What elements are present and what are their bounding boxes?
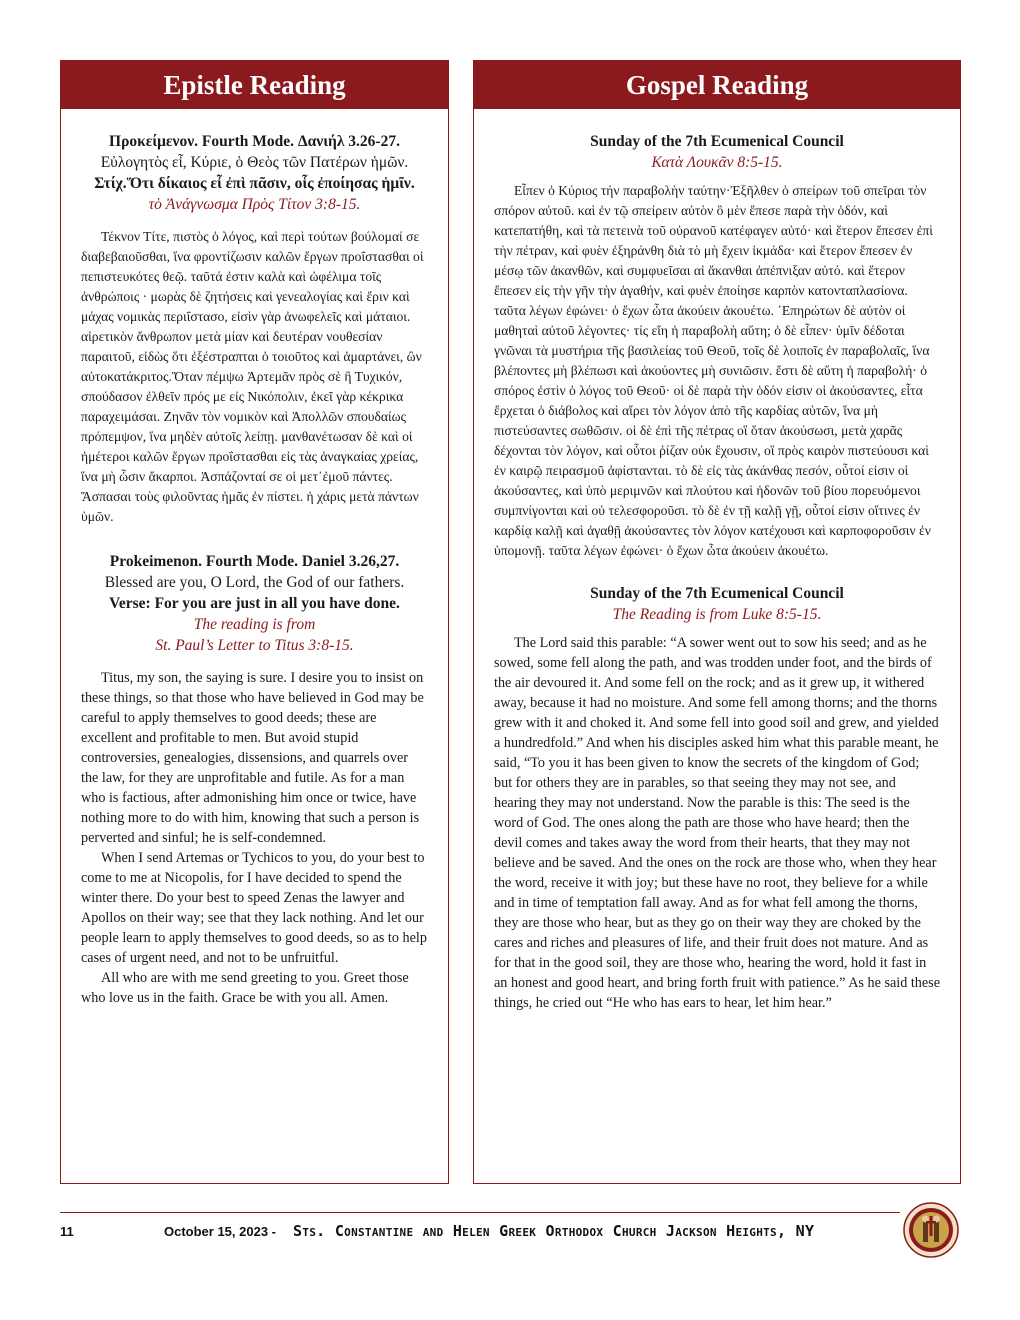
en-gospel-ref: The Reading is from Luke 8:5-15.: [612, 606, 822, 623]
en-prokeimenon: Prokeimenon. Fourth Mode. Daniel 3.26,27.: [109, 553, 400, 570]
page-number: 11: [60, 1224, 74, 1239]
epistle-english-p3: All who are with me send greeting to you. Greet those who love us in the faith. Grace be with you all. Amen.: [81, 970, 409, 1006]
epistle-english-p1: Titus, my son, the saying is sure. I desire you to insist on these things, so that those who have believed in God may be careful to apply themselves to good deeds; these are excellent and profitable to men. But avoid stupid controversies, genealogies, dissensions, and quarrels over the law, for they are unprofitable and futile. As for a man who is factious, after admonishing him once or twice, have nothing more to do with him, knowing that such a person is perverted and sinful; he is self-condemned.: [81, 670, 424, 846]
footer-church-name: Sts. Constantine and Helen Greek Orthodox Church Jackson Heights, NY: [293, 1222, 815, 1240]
gr-prokeimenon: Προκείμενον. Fourth Mode. Δανιήλ 3.26-27.: [109, 133, 400, 150]
gr-gospel-ref: Κατὰ Λουκᾶν 8:5-15.: [651, 154, 783, 171]
epistle-greek-header: [81, 131, 428, 215]
en-reading-ref-2: St. Paul’s Letter to Titus 3:8-15.: [155, 637, 354, 654]
gr-verse: Στίχ.Ὅτι δίκαιος εἶ ἐπὶ πᾶσιν, οἷς ἐποίησας ἡμῖν.: [94, 175, 415, 192]
footer-divider: [60, 1212, 900, 1213]
church-seal-icon: [903, 1202, 959, 1258]
gospel-greek-text: Εἶπεν ὁ Κύριος τήν παραβολὴν ταύτην·Ἐξῆλθεν ὁ σπείρων τοῦ σπεῖραι τὸν σπόρον αὐτοῦ. καὶ ἐν τῷ σπείρειν αὐτὸν ὃ μὲν ἔπεσε παρὰ τὴν ὁδόν, καὶ κατεπατήθη, καὶ τὰ πετεινὰ τοῦ οὐρανοῦ κατέφαγεν αὐτό· καὶ ἕτερον ἔπεσεν ἐπὶ τὴν πέτραν, καὶ φυὲν ἐξηράνθη διὰ τὸ μὴ ἔχειν ἰκμάδα· καὶ ἕτερον ἔπεσεν ἐν μέσῳ τῶν ἀκανθῶν, καὶ συμφυεῖσαι αἱ ἄκανθαι ἀπέπνιξαν αὐτό. καὶ ἕτερον ἔπεσεν εἰς τὴν γῆν τὴν ἀγαθήν, καὶ φυὲν ἐποίησε καρπὸν κατονταπλασίονα. ταῦτα λέγων ἐφώνει· ὁ ἔχων ὦτα ἀκούειν ἀκουέτω. ᾽Επηρώτων δὲ αὐτὸν οἱ μαθηταὶ αὐτοῦ λέγοντες· τίς εἴη ἡ παραβολὴ αὕτη; ὁ δὲ εἶπεν· ὑμῖν δέδοται γνῶναι τὰ μυστήρια τῆς βασιλείας τοῦ Θεοῦ, τοῖς δὲ λοιποῖς ἐν παραβολαῖς, ἵνα βλέποντες μὴ βλέπωσι καὶ ἀκούοντες μὴ συνιῶσιν. ἔστι δὲ αὕτη ἡ παραβολή· ὁ σπόρος ἐστὶν ὁ λόγος τοῦ Θεοῦ· οἱ δὲ παρὰ τὴν ὁδόν εἰσιν οἱ ἀκούσαντες, εἶτα ἔρχεται ὁ διάβολος καὶ αἴρει τὸν λόγον ἀπὸ τῆς καρδίας αὐτῶν, ἵνα μὴ πιστεύσαντες σωθῶσιν. οἱ δὲ ἐπὶ τῆς πέτρας οἳ ὅταν ἀκούσωσι, μετὰ χαρᾶς δέχονται τὸν λόγον, καὶ οὗτοι ῥίζαν οὐκ ἔχουσιν, οἳ πρὸς καιρὸν πιστεύουσι καὶ ἐν καιρῷ πειρασμοῦ ἀφίστανται. τὸ δὲ εἰς τὰς ἀκάνθας πεσόν, οὗτοί εἰσιν οἱ ἀκούσαντες, καὶ ὑπὸ μεριμνῶν καὶ πλούτου καὶ ἡδονῶν τοῦ βίου πορευόμενοι συμπνίγονται καὶ οὐ τελεσφοροῦσι. τὸ δὲ ἐν τῇ καλῇ γῇ, οὗτοί εἰσιν οἵτινες ἐν καρδίᾳ καλῇ καὶ ἀγαθῇ ἀκούσαντες τὸν λόγον κατέχουσι καὶ καρποφοροῦσιν ἐν ὑπομονῇ. ταῦτα λέγων ἐφώνει· ὁ ἔχων ὦτα ἀκούειν ἀκουέτω.: [494, 183, 933, 558]
en-verse: Verse: For you are just in all you have done.: [109, 595, 400, 612]
gospel-banner: Gospel Reading: [474, 61, 960, 109]
gospel-greek-header: [494, 131, 940, 173]
en-reading-ref-1: The reading is from: [193, 616, 316, 633]
en-prokeimenon-line: Blessed are you, O Lord, the God of our fathers.: [104, 574, 405, 591]
gospel-panel: [473, 60, 961, 1184]
footer-date: October 15, 2023 -: [164, 1224, 276, 1239]
gospel-english-text: The Lord said this parable: “A sower went out to sow his seed; and as he sowed, some fell along the path, and was trodden under foot, and the birds of the air devoured it. And some fell on the rock; and as it grew up, it withered away, because it had no moisture. And some fell among thorns; and the thorns grew with it and choked it. And some fell into good soil and grew, and yielded a hundredfold.” And when his disciples asked him what this parable meant, he said, “To you it has been given to know the secrets of the kingdom of God; but for others they are in parables, so that seeing they may not see, and hearing they may not understand. Now the parable is this: The seed is the word of God. The ones along the path are those who have heard; then the devil comes and takes away the word from their hearts, that they may not believe and be saved. And the ones on the rock are those who, when they hear the word, receive it with joy; but these have no root, they believe for a while and in time of temptation fall away. And as for what fell among the thorns, they are those who hear, but as they go on their way they are choked by the cares and riches and pleasures of life, and their fruit does not mature. And as for that in the good soil, they are those who, hearing the word, hold it fast in an honest and good heart, and bring forth fruit with patience.” As he said these things, he cried out “He who has ears to hear, let him hear.”: [494, 635, 940, 1011]
epistle-english-header: [81, 551, 428, 656]
gr-sunday-title: Sunday of the 7th Ecumenical Council: [590, 133, 844, 150]
epistle-english-p2: When I send Artemas or Tychicos to you, do your best to come to me at Nicopolis, for I have decided to spend the winter there. Do your best to speed Zenas the lawyer and Apollos on their way; see that they lack nothing. And let our people learn to apply themselves to good deeds, so as to help cases of urgent need, and not to be unfruitful.: [81, 850, 427, 966]
epistle-banner: Epistle Reading: [61, 61, 448, 109]
en-sunday-title: Sunday of the 7th Ecumenical Council: [590, 585, 844, 602]
gr-prokeimenon-line: Εὐλογητὸς εἶ, Κύριε, ὁ Θεὸς τῶν Πατέρων ἡμῶν.: [100, 154, 409, 171]
epistle-panel: [60, 60, 449, 1184]
epistle-greek-text: Τέκνον Τίτε, πιστὸς ὁ λόγος, καὶ περὶ τούτων βούλομαί σε διαβεβαιοῦσθαι, ἵνα φροντίζωσιν καλῶν ἔργων προΐστασθαι οἱ πεπιστευκότες θεῷ. ταῦτά ἐστιν καλὰ καὶ ὠφέλιμα τοῖς ἀνθρώποις · μωρὰς δὲ ζητήσεις καὶ γενεαλογίας καὶ ἔριν καὶ μάχας νομικὰς περιΐστασο, εἰσὶν γὰρ ἀνωφελεῖς καὶ μάταιοι. αἱρετικὸν ἄνθρωπον μετὰ μίαν καὶ δευτέραν νουθεσίαν παραιτοῦ, εἰδὼς ὅτι ἐξέστραπται ὁ τοιοῦτος καὶ ἁμαρτάνει, ὢν αὐτοκατάκριτος.Ὅταν πέμψω Ἀρτεμᾶν πρὸς σὲ ἢ Τυχικόν, σπούδασον ἐλθεῖν πρός με εἰς Νικόπολιν, ἐκεῖ γὰρ κέκρικα παραχειμάσαι. Ζηνᾶν τὸν νομικὸν καὶ Ἀπολλῶν σπουδαίως πρόπεμψον, ἵνα μηδὲν αὐτοῖς λείπῃ. μανθανέτωσαν δὲ καὶ οἱ ἡμέτεροι καλῶν ἔργων προΐστασθαι εἰς τὰς ἀναγκαίας χρείας, ἵνα μὴ ὦσιν ἄκαρποι. Ἀσπάζονταί σε οἱ μετ᾽ἐμοῦ πάντες. Ἄσπασαι τοὺς φιλοῦντας ἡμᾶς ἐν πίστει. ἡ χάρις μετὰ πάντων ὑμῶν.: [81, 229, 424, 524]
gospel-english-header: [494, 583, 940, 625]
gr-reading-ref: τὸ Ἀνάγνωσμα Πρὸς Τίτον 3:8-15.: [148, 196, 361, 213]
page-footer: [60, 1222, 860, 1244]
